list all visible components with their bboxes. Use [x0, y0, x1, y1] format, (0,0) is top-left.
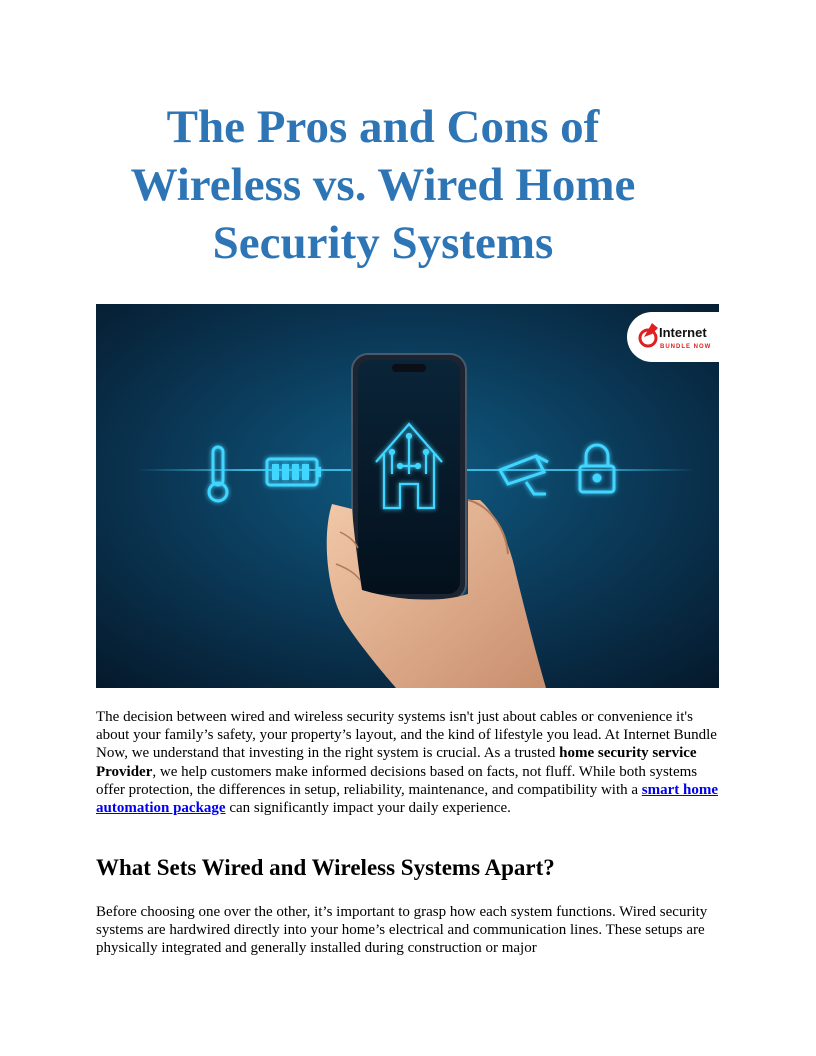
- section-paragraph: Before choosing one over the other, it’s important to grasp how each system functions. Wired security systems are hardwired directly into your home’s electrical and communication lines. These setups are physically integrated and generally installed during construction or major: [96, 904, 708, 957]
- automation-package-link[interactable]: smart home automation package: [96, 781, 719, 817]
- smartphone: [352, 354, 466, 600]
- title-line-1: The Pros and Cons of: [166, 101, 600, 153]
- section-heading: What Sets Wired and Wireless Systems Apart?: [96, 855, 555, 880]
- intro-text-2: , we help customers make informed decisions based on facts, not fluff. While both systems offer protection, the differences in setup, reliability, maintenance, and compatibility with a: [96, 763, 698, 798]
- intro-paragraph: [96, 708, 720, 817]
- logo-subtext: BUNDLE NOW: [660, 344, 712, 350]
- title-line-2: Wireless vs. Wired Home: [130, 159, 636, 211]
- title-line-3: Security Systems: [212, 217, 554, 269]
- hero-image: [96, 304, 719, 688]
- page-title: [96, 98, 670, 272]
- intro-text-1: The decision between wired and wireless security systems isn't just about cables or convenience it's about your family’s safety, your property’s layout, and the kind of lifestyle you lead. At Internet Bundle Now, we understand that investing in the right system is crucial. As a trusted: [96, 709, 717, 762]
- service-provider-bold: home security service Provider: [96, 745, 697, 780]
- logo-wordmark: Internet: [659, 325, 707, 340]
- brand-logo: [627, 312, 719, 362]
- intro-text-3: can significantly impact your daily experience.: [225, 800, 511, 817]
